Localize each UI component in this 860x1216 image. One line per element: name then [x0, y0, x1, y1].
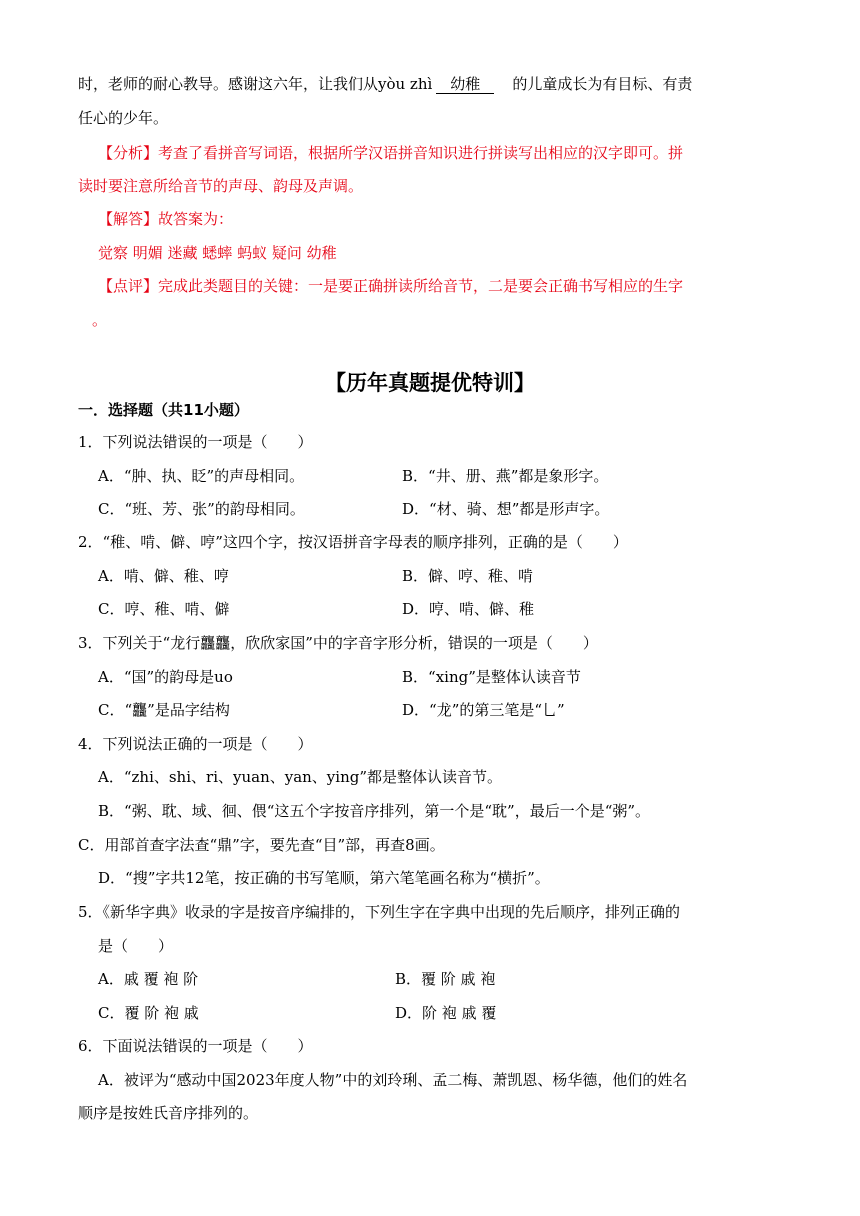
question-6-option-a-line-2: 顺序是按姓氏音序排列的。 — [78, 1104, 259, 1122]
answer-words: 觉察 明媚 迷藏 蟋蟀 蚂蚁 疑问 幼稚 — [98, 244, 337, 262]
comment-line-2: 。 — [92, 311, 108, 329]
question-5-option-d: D．阶 袍 戚 覆 — [395, 1004, 497, 1022]
section-heading: 一．选择题（共11小题） — [78, 401, 249, 419]
question-1-stem: 1．下列说法错误的一项是（ ） — [78, 433, 313, 451]
intro-text-after: 的儿童成长为有目标、有责 — [512, 75, 693, 93]
question-5-option-c: C．覆 阶 袍 戚 — [98, 1004, 199, 1022]
question-3-option-a: A．“国”的韵母是uo — [98, 668, 233, 686]
analysis-line-2: 读时要注意所给音节的声母、韵母及声调。 — [78, 177, 364, 195]
question-3-option-d: D．“龙”的第三笔是“乚” — [402, 701, 565, 719]
question-2-option-d: D．哼、啃、僻、稚 — [402, 600, 535, 618]
question-2-option-a: A．啃、僻、稚、哼 — [98, 567, 229, 585]
answer-blank-youzhi: 幼稚 — [436, 75, 494, 94]
question-6-stem: 6．下面说法错误的一项是（ ） — [78, 1037, 313, 1055]
question-1-option-b: B．“井、册、燕”都是象形字。 — [402, 467, 609, 485]
question-4-option-b: B．“粥、耽、域、徊、偎“这五个字按音序排列，第一个是“耽”，最后一个是“粥”。 — [98, 802, 651, 820]
question-4-option-a: A．“zhi、shi、ri、yuan、yan、ying”都是整体认读音节。 — [98, 768, 503, 786]
question-4-stem: 4．下列说法正确的一项是（ ） — [78, 735, 313, 753]
question-5-stem-1: 5．《新华字典》收录的字是按音序编排的，下列生字在字典中出现的先后顺序，排列正确的 — [78, 903, 681, 921]
question-2-stem: 2．“稚、啃、僻、哼”这四个字，按汉语拼音字母表的顺序排列，正确的是（ ） — [78, 533, 628, 551]
question-5-option-a: A．戚 覆 袍 阶 — [98, 970, 199, 988]
analysis-line-1: 【分析】考查了看拼音写词语，根据所学汉语拼音知识进行拼读写出相应的汉字即可。拼 — [98, 144, 684, 162]
question-4-option-d: D．“搜”字共12笔，按正确的书写笔顺，第六笔笔画名称为“横折”。 — [98, 869, 550, 887]
question-3-stem: 3．下列关于“龙行龘龘，欣欣家国”中的字音字形分析，错误的一项是（ ） — [78, 634, 598, 652]
question-5-option-b: B．覆 阶 戚 袍 — [395, 970, 496, 988]
question-4-option-c: C．用部首查字法查“鼎”字，要先查“目”部，再查8画。 — [78, 836, 445, 854]
question-6-option-a-line-1: A．被评为“感动中国2023年度人物”中的刘玲琍、孟二梅、萧凯恩、杨华德，他们的姓名 — [98, 1071, 688, 1089]
section-title: 【历年真题提优特训】 — [325, 371, 535, 395]
intro-line-2: 任心的少年。 — [78, 109, 169, 127]
intro-text-before: 时，老师的耐心教导。感谢这六年，让我们从yòu zhì — [78, 75, 433, 93]
question-1-option-a: A．“肿、执、眨”的声母相同。 — [98, 467, 305, 485]
question-2-option-c: C．哼、稚、啃、僻 — [98, 600, 230, 618]
question-3-option-b: B．“xing”是整体认读音节 — [402, 668, 581, 686]
answer-label: 【解答】故答案为： — [98, 210, 234, 228]
question-1-option-d: D．“材、骑、想”都是形声字。 — [402, 500, 610, 518]
question-1-option-c: C．“班、芳、张”的韵母相同。 — [98, 500, 305, 518]
question-5-stem-2: 是（ ） — [98, 937, 174, 955]
question-2-option-b: B．僻、哼、稚、啃 — [402, 567, 534, 585]
intro-line-1 — [78, 74, 692, 94]
question-3-option-c: C．“龘”是品字结构 — [98, 701, 230, 719]
comment-line-1: 【点评】完成此类题目的关键：一是要正确拼读所给音节，二是要会正确书写相应的生字 — [98, 277, 684, 295]
